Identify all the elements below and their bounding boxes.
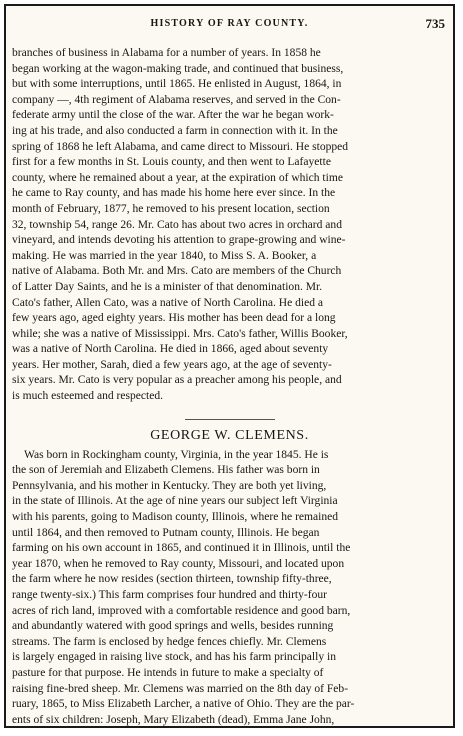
page-number: 735 [425,16,445,31]
cato-biography-paragraph: branches of business in Alabama for a number of years. In 1858 he began working at the wagon-making trade, and continued that business, but with some interruptions, until 1865. He enlisted in August, 1864, in company —, 4th regiment of Alabama reserves, and served in the Con- federate army until the close of the war. After the war he began work- ing at his trade, and also conducted a farm in connection with it. In the spring of 1868 he left Alabama, and came direct to Missouri. He stopped first for a few months in St. Louis county, and then went to Lafayette county, where he remained about a year, at the expiration of which time he came to Ray county, and has made his home here ever since. In the month of February, 1877, he removed to his present location, section 32, township 54, range 26. Mr. Cato has about two acres in orchard and vineyard, and intends devoting his attention to grape-growing and wine- making. He was married in the year 1840, to Miss S. A. Booker, a native of Alabama. Both Mr. and Mrs. Cato are members of the Church of Latter Day Saints, and he is a minister of that denomination. Mr. Cato's father, Allen Cato, was a native of North Carolina. He died a few years ago, aged eighty years. His mother has been dead for a long while; she was a native of Mississippi. Mrs. Cato's father, Willis Booker, was a native of North Carolina. He died in 1866, aged about seventy years. Her mother, Sarah, died a few years ago, at the age of seventy- six years. Mr. Cato is very popular as a preacher among his people, and is much esteemed and respected. [12,47,349,403]
book-page [12,6,447,726]
running-title: HISTORY OF RAY COUNTY. [150,18,309,29]
clemens-biography-paragraph: Was born in Rockingham county, Virginia, in the year 1845. He is the son of Jeremiah and Elizabeth Clemens. His father was born in Pennsylvania, and his mother in Kentucky. They are both yet living, in the state of Illinois. At the age of nine years our subject left Virginia with his parents, going to Madison county, Illinois, where he remained until 1864, and then removed to Putnam county, Illinois. He began farming on his own account in 1865, and continued it in Illinois, until the year 1870, when he removed to Ray county, Missouri, and located upon the farm where he now resides (section thirteen, township fifty-three, range twenty-six.) This farm comprises four hundred and thirty-four acres of rich land, improved with a comfortable residence and good barn, and abundantly watered with good springs and wells, besides running streams. The farm is enclosed by hedge fences chiefly. Mr. Clemens is largely engaged in raising live stock, and has his farm principally in pasture for that purpose. He intends in future to make a specialty of raising fine-bred sheep. Mr. Clemens was married on the 8th day of Feb- ruary, 1865, to Miss Elizabeth Larcher, a native of Ohio. They are the par- ents of six children: Joseph, Mary Elizabeth (dead), Emma Jane John, [12,448,355,726]
section-divider [185,419,275,420]
clemens-section-heading: GEORGE W. CLEMENS. [150,427,309,443]
page-frame [4,4,455,728]
page-header [12,6,447,46]
